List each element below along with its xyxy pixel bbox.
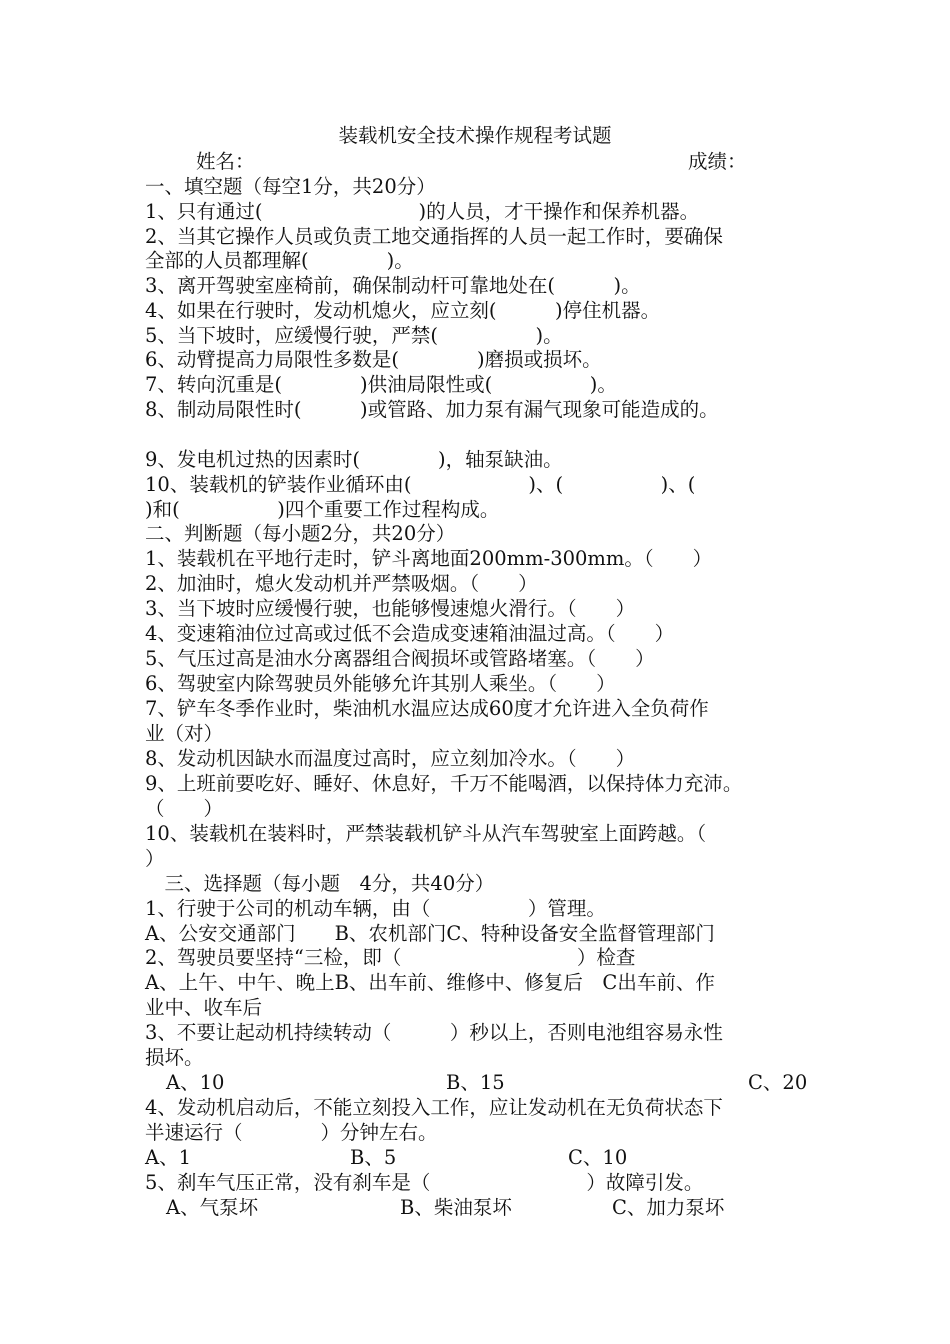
option-line: 业中、收车后 (145, 996, 263, 1019)
question-line: 业（对） (145, 722, 224, 745)
section-heading: 三、选择题（每小题 4分，共40分） (145, 872, 495, 895)
option-a: A、1 (145, 1146, 191, 1169)
question-line: 4、如果在行驶时，发动机熄火，应立刻( )停住机器。 (145, 299, 661, 322)
question-line: 1、行驶于公司的机动车辆，由（ ）管理。 (145, 897, 606, 920)
question-line: 1、只有通过( )的人员，才干操作和保养机器。 (145, 200, 700, 223)
option-b: B、15 (446, 1071, 505, 1094)
section-heading: 二、判断题（每小题2分，共20分） (145, 522, 456, 545)
question-line: 2、驾驶员要坚持“三检，即（ ）检查 (145, 946, 636, 969)
question-line: 1、装载机在平地行走时，铲斗离地面200mm-300mm。（ ） (145, 547, 713, 570)
question-line: 9、上班前要吃好、睡好、休息好，千万不能喝酒，以保持体力充沛。 (145, 772, 743, 795)
question-line: 8、发动机因缺水而温度过高时，应立刻加冷水。（ ） (145, 747, 636, 770)
question-line: 8、制动局限性时( )或管路、加力泵有漏气现象可能造成的。 (145, 398, 719, 421)
question-line: 9、发电机过热的因素时( )，轴泵缺油。 (145, 448, 563, 471)
question-line: 10、装载机的铲装作业循环由( )、( )、( (145, 473, 696, 496)
option-line: A、公安交通部门 B、农机部门C、特种设备安全监督管理部门 (145, 922, 715, 945)
question-line: 5、气压过高是油水分离器组合阀损坏或管路堵塞。（ ） (145, 647, 655, 670)
score-label: 成绩： (688, 150, 747, 173)
question-line: 4、变速箱油位过高或过低不会造成变速箱油温过高。（ ） (145, 622, 675, 645)
option-c: C、20 (748, 1071, 808, 1094)
section-heading: 一、填空题（每空1分，共20分） (145, 175, 436, 198)
option-c: C、加力泵坏 (612, 1196, 725, 1219)
question-line: 2、加油时，熄火发动机并严禁吸烟。（ ） (145, 572, 538, 595)
exam-title: 装载机安全技术操作规程考试题 (338, 124, 612, 147)
question-line: )和( )四个重要工作过程构成。 (145, 498, 500, 521)
question-line: （ ） (145, 797, 224, 820)
question-line: 7、转向沉重是( )供油局限性或( )。 (145, 373, 617, 396)
question-line: 全部的人员都理解( )。 (145, 249, 414, 272)
name-label: 姓名： (196, 150, 255, 173)
option-b: B、柴油泵坏 (400, 1196, 512, 1219)
option-a: A、10 (166, 1071, 225, 1094)
question-line: 5、刹车气压正常，没有刹车是（ ）故障引发。 (145, 1171, 704, 1194)
option-line: A、上午、中午、晚上B、出车前、维修中、修复后 C出车前、作 (145, 971, 715, 994)
option-a: A、气泵坏 (166, 1196, 259, 1219)
question-line: 7、铲车冬季作业时，柴油机水温应达成60度才允许进入全负荷作 (145, 697, 709, 720)
question-line: 10、装载机在装料时，严禁装载机铲斗从汽车驾驶室上面跨越。（ (145, 822, 707, 845)
option-b: B、5 (350, 1146, 397, 1169)
question-line: 4、发动机启动后，不能立刻投入工作，应让发动机在无负荷状态下 (145, 1096, 723, 1119)
question-line: 6、驾驶室内除驾驶员外能够允许其别人乘坐。（ ） (145, 672, 616, 695)
question-line: 损坏。 (145, 1046, 204, 1069)
question-line: 3、当下坡时应缓慢行驶，也能够慢速熄火滑行。（ ） (145, 597, 636, 620)
question-line: 6、动臂提高力局限性多数是( )磨损或损坏。 (145, 348, 602, 371)
option-c: C、10 (568, 1146, 628, 1169)
question-line: 3、不要让起动机持续转动（ ）秒以上，否则电池组容易永性 (145, 1021, 723, 1044)
question-line: ） (145, 847, 165, 870)
question-line: 5、当下坡时，应缓慢行驶，严禁( )。 (145, 324, 563, 347)
question-line: 半速运行（ ）分钟左右。 (145, 1121, 438, 1144)
question-line: 3、离开驾驶室座椅前，确保制动杆可靠地处在( )。 (145, 274, 641, 297)
question-line: 2、当其它操作人员或负责工地交通指挥的人员一起工作时，要确保 (145, 225, 723, 248)
